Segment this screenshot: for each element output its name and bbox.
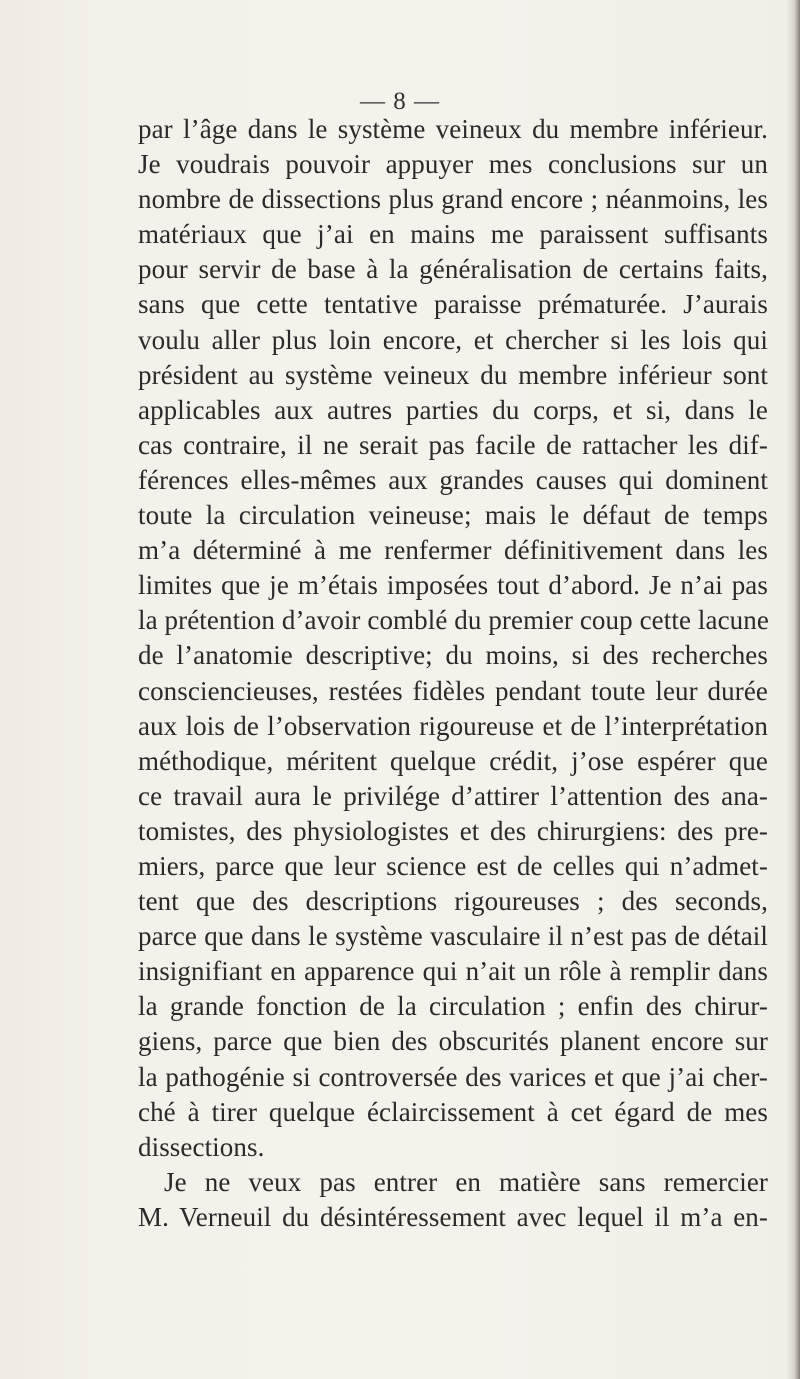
- text-line: m’a déterminé à me renfermer définitivement dans les: [138, 535, 768, 566]
- page-number: — 8 —: [360, 88, 440, 115]
- text-line: de l’anatomie descriptive; du moins, si des recherches: [138, 640, 768, 671]
- text-line: limites que je m’étais imposées tout d’abord. Je n’ai pas: [138, 570, 768, 601]
- text-line: par l’âge dans le système veineux du membre inférieur.: [138, 114, 768, 144]
- text-line: aux lois de l’observation rigoureuse et de l’interprétation: [138, 710, 768, 741]
- text-line: la grande fonction de la circulation ; enfin des chirur-: [138, 991, 768, 1022]
- text-line: M. Verneuil du désintéressement avec lequel il m’a en-: [138, 1201, 768, 1232]
- text-line: nombre de dissections plus grand encore ; néanmoins, les: [138, 184, 768, 215]
- text-line: la pathogénie si controversée des varices et que j’ai cher-: [138, 1061, 768, 1092]
- text-line: parce que dans le système vasculaire il n’est pas de détail: [138, 921, 768, 952]
- text-line: cas contraire, il ne serait pas facile de rattacher les dif-: [138, 429, 768, 460]
- text-line: dissections.: [138, 1131, 265, 1162]
- text-line: voulu aller plus loin encore, et chercher si les lois qui: [138, 324, 768, 355]
- body-text: [138, 112, 768, 1235]
- text-line: férences elles-mêmes aux grandes causes qui dominent: [138, 464, 768, 495]
- text-line: la prétention d’avoir comblé du premier coup cette lacune: [138, 605, 769, 636]
- text-line: Je ne veux pas entrer en matière sans remercier: [164, 1166, 768, 1197]
- text-line: sans que cette tentative paraisse prématurée. J’aurais: [138, 289, 768, 320]
- text-line: giens, parce que bien des obscurités planent encore sur: [138, 1026, 768, 1057]
- text-line: pour servir de base à la généralisation de certains faits,: [138, 254, 768, 285]
- page-edge-shadow: [786, 0, 800, 1379]
- text-line: Je voudrais pouvoir appuyer mes conclusions sur un: [138, 149, 768, 180]
- text-line: miers, parce que leur science est de celles qui n’admet-: [138, 850, 768, 881]
- text-line: méthodique, méritent quelque crédit, j’ose espérer que: [138, 745, 768, 776]
- text-line: consciencieuses, restées fidèles pendant toute leur durée: [138, 675, 768, 706]
- text-line: tent que des descriptions rigoureuses ; des seconds,: [138, 886, 768, 917]
- text-line: président au système veineux du membre inférieur sont: [138, 359, 768, 390]
- text-line: ché à tirer quelque éclaircissement à cet égard de mes: [138, 1096, 768, 1127]
- text-line: insignifiant en apparence qui n’ait un rôle à remplir dans: [138, 956, 768, 987]
- text-line: matériaux que j’ai en mains me paraissent suffisants: [138, 219, 768, 250]
- text-line: ce travail aura le privilége d’attirer l’attention des ana-: [138, 780, 768, 811]
- text-line: applicables aux autres parties du corps, et si, dans le: [138, 394, 768, 425]
- text-line: tomistes, des physiologistes et des chirurgiens: des pre-: [138, 815, 768, 846]
- text-line: toute la circulation veineuse; mais le défaut de temps: [138, 500, 768, 531]
